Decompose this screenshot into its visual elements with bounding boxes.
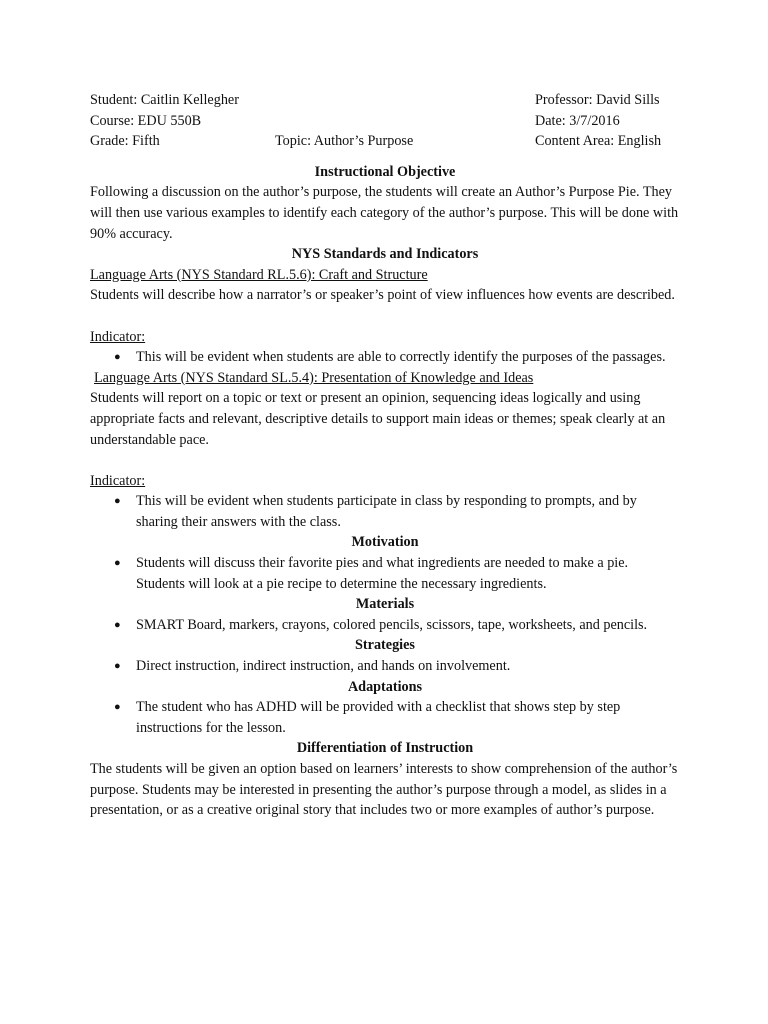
list-item bbox=[90, 347, 680, 368]
bullet-icon: ● bbox=[114, 660, 121, 673]
standard-rl-title: Language Arts (NYS Standard RL.5.6): Craft and Structure bbox=[90, 266, 428, 283]
lesson-topic: Topic: Author’s Purpose bbox=[275, 133, 414, 150]
differentiation-text: The students will be given an option based on learners’ interests to show comprehension of the author’s purpose. Students may be interested in presenting the author’s purpose through a model, as slides in a presentation, or as a creative original story that includes two or more examples of author’s purpose. bbox=[90, 761, 678, 819]
indicator-label-2: Indicator: bbox=[90, 472, 146, 489]
objective-heading: Instructional Objective bbox=[314, 163, 456, 180]
strategies-heading: Strategies bbox=[355, 637, 415, 654]
list-item bbox=[90, 697, 680, 738]
bullet-text: Students will discuss their favorite pies and what ingredients are needed to make a pie. Students will look at a pie recipe to determine the necessary ingredients. bbox=[136, 555, 629, 592]
materials-list bbox=[90, 615, 680, 636]
list-item bbox=[90, 615, 680, 636]
indicator-list-2 bbox=[90, 491, 680, 532]
list-item bbox=[90, 656, 680, 677]
materials-heading: Materials bbox=[355, 596, 415, 613]
motivation-heading: Motivation bbox=[351, 534, 419, 551]
list-item bbox=[90, 553, 680, 594]
content-area: Content Area: English bbox=[535, 133, 662, 150]
professor-name: Professor: David Sills bbox=[535, 92, 660, 108]
list-item bbox=[90, 491, 680, 532]
student-name: Student: Caitlin Kellegher bbox=[90, 92, 239, 108]
bullet-icon: ● bbox=[114, 701, 121, 714]
standard-rl-text: Students will describe how a narrator’s or speaker’s point of view influences how events are described. bbox=[90, 287, 675, 304]
standards-heading: NYS Standards and Indicators bbox=[291, 246, 479, 263]
bullet-icon: ● bbox=[114, 618, 121, 631]
objective-text: Following a discussion on the author’s purpose, the students will create an Author’s Purpose Pie. They will then use various examples to identify each category of the author’s purpose. This will be done with 90% accuracy. bbox=[90, 184, 679, 242]
lesson-plan-page bbox=[90, 90, 680, 821]
indicator-label-1: Indicator: bbox=[90, 328, 146, 345]
lesson-date: Date: 3/7/2016 bbox=[535, 112, 620, 129]
course-code: Course: EDU 550B bbox=[90, 112, 202, 129]
bullet-icon: ● bbox=[114, 495, 121, 508]
bullet-text: This will be evident when students participate in class by responding to prompts, and by sharing their answers with the class. bbox=[136, 493, 637, 530]
strategies-list bbox=[90, 656, 680, 677]
bullet-text: Direct instruction, indirect instruction, and hands on involvement. bbox=[136, 658, 511, 675]
header-row-1 bbox=[90, 90, 680, 111]
adaptations-heading: Adaptations bbox=[347, 678, 423, 695]
header-row-3 bbox=[90, 131, 680, 152]
bullet-text: This will be evident when students are able to correctly identify the purposes of the passages. bbox=[136, 349, 666, 366]
standard-sl-title: Language Arts (NYS Standard SL.5.4): Presentation of Knowledge and Ideas bbox=[94, 369, 534, 386]
adaptations-list bbox=[90, 697, 680, 738]
bullet-icon: ● bbox=[114, 351, 121, 364]
indicator-list-1 bbox=[90, 347, 680, 368]
bullet-text: The student who has ADHD will be provided with a checklist that shows step by step instructions for the lesson. bbox=[136, 699, 621, 736]
bullet-icon: ● bbox=[114, 557, 121, 570]
bullet-text: SMART Board, markers, crayons, colored pencils, scissors, tape, worksheets, and pencils. bbox=[136, 616, 648, 633]
header-row-2 bbox=[90, 111, 680, 132]
standard-sl-text: Students will report on a topic or text or present an opinion, sequencing ideas logically and using appropriate facts and relevant, descriptive details to support main ideas or themes; speak clearly at an understandable pace. bbox=[90, 390, 666, 448]
motivation-list bbox=[90, 553, 680, 594]
grade-level: Grade: Fifth bbox=[90, 133, 160, 150]
differentiation-heading: Differentiation of Instruction bbox=[296, 740, 474, 757]
